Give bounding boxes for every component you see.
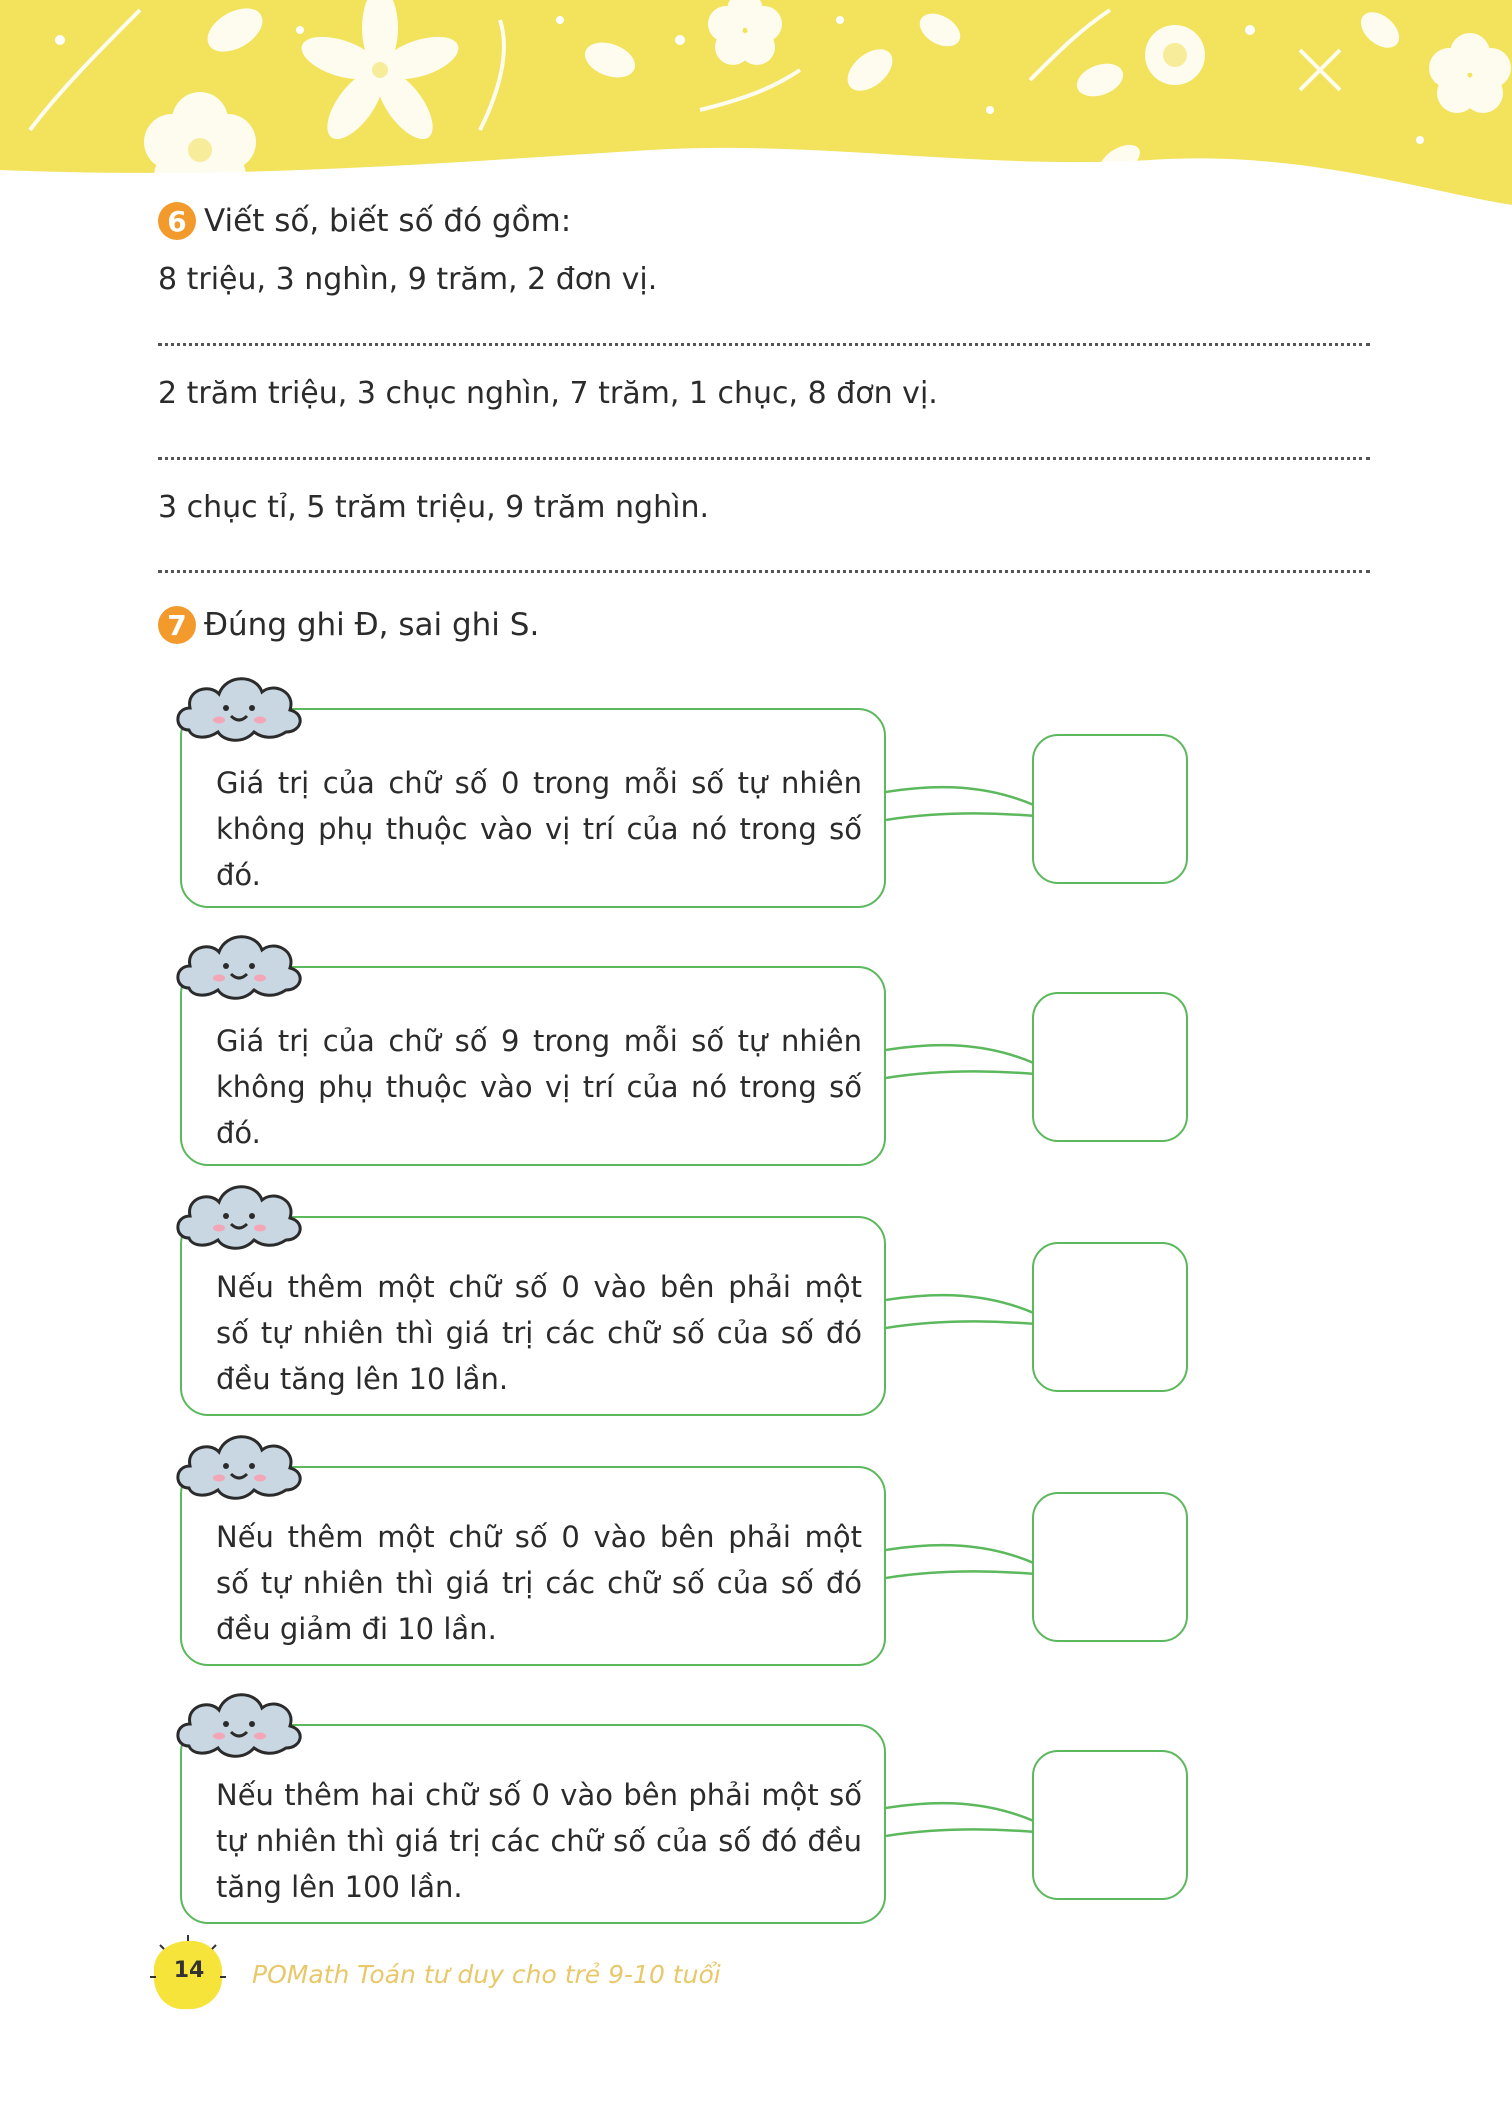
answer-line-3[interactable] <box>158 570 1370 573</box>
connector-lines <box>886 1282 1036 1342</box>
statement-text: Nếu thêm một chữ số 0 vào bên phải một số tự nhiên thì giá trị các chữ số của số đó đều giảm đi 10 lần. <box>216 1520 862 1646</box>
question-7-title <box>158 606 539 644</box>
book-title-footer: POMath Toán tư duy cho trẻ 9-10 tuổi <box>252 1960 721 1989</box>
statement-text: Giá trị của chữ số 9 trong mỗi số tự nhiên không phụ thuộc vào vị trí của nó trong số đó. <box>216 1024 862 1150</box>
smiling-cloud-icon <box>174 926 304 1006</box>
answer-box-1[interactable] <box>1032 734 1188 884</box>
connector-lines <box>886 1790 1036 1850</box>
smiling-cloud-icon <box>174 1426 304 1506</box>
smiling-cloud-icon <box>174 1176 304 1256</box>
connector-lines <box>886 774 1036 834</box>
q6-item-1: 8 triệu, 3 nghìn, 9 trăm, 2 đơn vị. <box>158 262 658 297</box>
connector-lines <box>886 1032 1036 1092</box>
smiling-cloud-icon <box>174 668 304 748</box>
question-6-title <box>158 202 571 240</box>
answer-box-4[interactable] <box>1032 1492 1188 1642</box>
floral-banner <box>0 0 1512 230</box>
answer-line-2[interactable] <box>158 457 1370 460</box>
page-number: 14 <box>173 1958 205 1983</box>
question-number-badge: 7 <box>158 606 196 644</box>
answer-box-2[interactable] <box>1032 992 1188 1142</box>
statement-text: Giá trị của chữ số 0 trong mỗi số tự nhiên không phụ thuộc vào vị trí của nó trong số đó. <box>216 766 862 892</box>
question-7-prompt: Đúng ghi Đ, sai ghi S. <box>204 607 540 643</box>
statement-text: Nếu thêm hai chữ số 0 vào bên phải một số tự nhiên thì giá trị các chữ số của số đó đều tăng lên 100 lần. <box>216 1778 862 1904</box>
connector-lines <box>886 1532 1036 1592</box>
answer-line-1[interactable] <box>158 343 1370 346</box>
q6-item-3: 3 chục tỉ, 5 trăm triệu, 9 trăm nghìn. <box>158 490 710 525</box>
question-6-prompt: Viết số, biết số đó gồm: <box>204 203 572 239</box>
question-number-badge: 6 <box>158 202 196 240</box>
statement-text: Nếu thêm một chữ số 0 vào bên phải một số tự nhiên thì giá trị các chữ số của số đó đều tăng lên 10 lần. <box>216 1270 862 1396</box>
answer-box-5[interactable] <box>1032 1750 1188 1900</box>
answer-box-3[interactable] <box>1032 1242 1188 1392</box>
q6-item-2: 2 trăm triệu, 3 chục nghìn, 7 trăm, 1 chục, 8 đơn vị. <box>158 376 938 411</box>
smiling-cloud-icon <box>174 1684 304 1764</box>
